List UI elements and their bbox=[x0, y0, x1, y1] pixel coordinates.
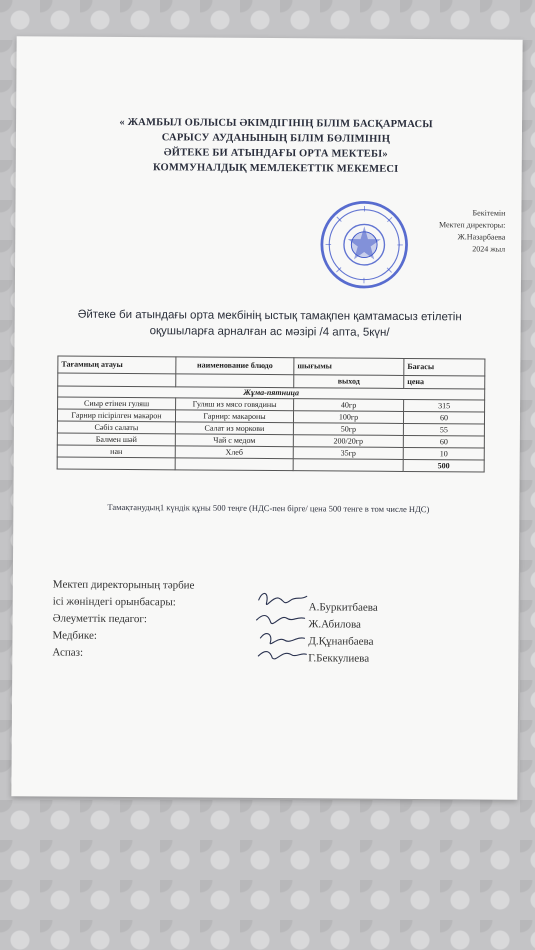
approval-line: Ж.Назарбаева bbox=[457, 232, 506, 242]
column-header: Тағамның атауы bbox=[58, 356, 176, 374]
column-subheader bbox=[58, 373, 176, 387]
person-name: Д.Құнанбаева bbox=[308, 635, 374, 648]
table-cell: 200/20гр bbox=[293, 435, 403, 448]
approval-line: 2024 жыл bbox=[472, 244, 506, 254]
column-subheader: цена bbox=[404, 375, 485, 389]
title-line: Әйтеке би атындағы орта мекбінің ыстық тамақпен қамтамасыз етілетін bbox=[77, 308, 462, 324]
person-name: Г.Беккулиева bbox=[308, 652, 370, 665]
approval-block bbox=[397, 207, 505, 256]
header-line: САРЫСУ АУДАНЫНЫҢ БІЛІМ БӨЛІМІНІҢ bbox=[161, 132, 391, 145]
column-header: Бағасы bbox=[404, 358, 485, 376]
table-cell: 60 bbox=[403, 435, 484, 448]
table-cell: Гуляш из мясо говядины bbox=[176, 398, 294, 411]
role-label: Мектеп директорының тәрбие bbox=[52, 578, 195, 592]
table-cell: Хлеб bbox=[175, 446, 293, 459]
total-value: 500 bbox=[403, 459, 484, 472]
table-cell: Балмен шәй bbox=[57, 433, 175, 446]
column-subheader: выход bbox=[294, 375, 404, 389]
table-cell: Салат из моркови bbox=[175, 422, 293, 435]
signature-names bbox=[308, 599, 378, 667]
total-row bbox=[57, 457, 484, 472]
table-cell bbox=[57, 457, 175, 470]
table-cell: Сиыр етінен гуляш bbox=[58, 397, 176, 410]
table-cell: 35гр bbox=[293, 447, 403, 460]
title-line: оқушыларға арналған ас мәзірі /4 апта, 5күн/ bbox=[149, 325, 390, 339]
approval-line: Мектеп директоры: bbox=[438, 220, 506, 230]
column-header: наименование блюдо bbox=[176, 357, 294, 375]
price-footnote: Тамақтанудың1 күндік құны 500 теңге (НДС-пен бірге/ цена 500 тенге в том числе НДС) bbox=[107, 501, 430, 515]
day-label: Жұма-пятница bbox=[58, 386, 485, 400]
person-name: А.Буркитбаева bbox=[308, 601, 378, 614]
table-cell: 40гр bbox=[294, 399, 404, 412]
document-sheet bbox=[11, 36, 522, 800]
person-name: Ж.Абилова bbox=[308, 618, 362, 631]
menu-title bbox=[55, 307, 485, 342]
table-cell: 100гр bbox=[293, 411, 403, 424]
document-header bbox=[56, 115, 496, 178]
signature-roles bbox=[52, 577, 194, 663]
table-cell bbox=[175, 458, 293, 471]
table-cell: 315 bbox=[404, 399, 485, 412]
table-cell: нан bbox=[57, 445, 175, 458]
table-cell: Гарнир: макароны bbox=[175, 410, 293, 423]
handwritten-signatures-icon bbox=[252, 586, 313, 666]
table-cell: Сәбіз салаты bbox=[57, 421, 175, 434]
column-subheader bbox=[176, 374, 294, 388]
role-label: ісі жөніндегі орынбасары: bbox=[52, 595, 176, 609]
table-cell: 55 bbox=[403, 423, 484, 436]
header-line: ӘЙТЕКЕ БИ АТЫНДАҒЫ ОРТА МЕКТЕБІ» bbox=[163, 147, 388, 160]
table-cell: 60 bbox=[403, 411, 484, 424]
menu-table bbox=[57, 356, 486, 473]
role-label: Әлеуметтік педагог: bbox=[52, 612, 148, 626]
column-header: шығымы bbox=[294, 358, 404, 376]
role-label: Медбике: bbox=[52, 629, 97, 642]
table-cell: 10 bbox=[403, 447, 484, 460]
header-line: « ЖАМБЫЛ ОБЛЫСЫ ӘКІМДІГІНІҢ БІЛІМ БАСҚАРМАСЫ bbox=[119, 116, 433, 131]
table-cell: Чай с медом bbox=[175, 434, 293, 447]
approval-line: Бекітемін bbox=[472, 208, 506, 218]
table-cell bbox=[293, 459, 403, 472]
role-label: Аспаз: bbox=[52, 646, 84, 659]
table-cell: 50гр bbox=[293, 423, 403, 436]
table-cell: Гарнир пісірілген макарон bbox=[57, 409, 175, 422]
header-line: КОММУНАЛДЫҚ МЕМЛЕКЕТТІК МЕКЕМЕСІ bbox=[152, 162, 399, 175]
